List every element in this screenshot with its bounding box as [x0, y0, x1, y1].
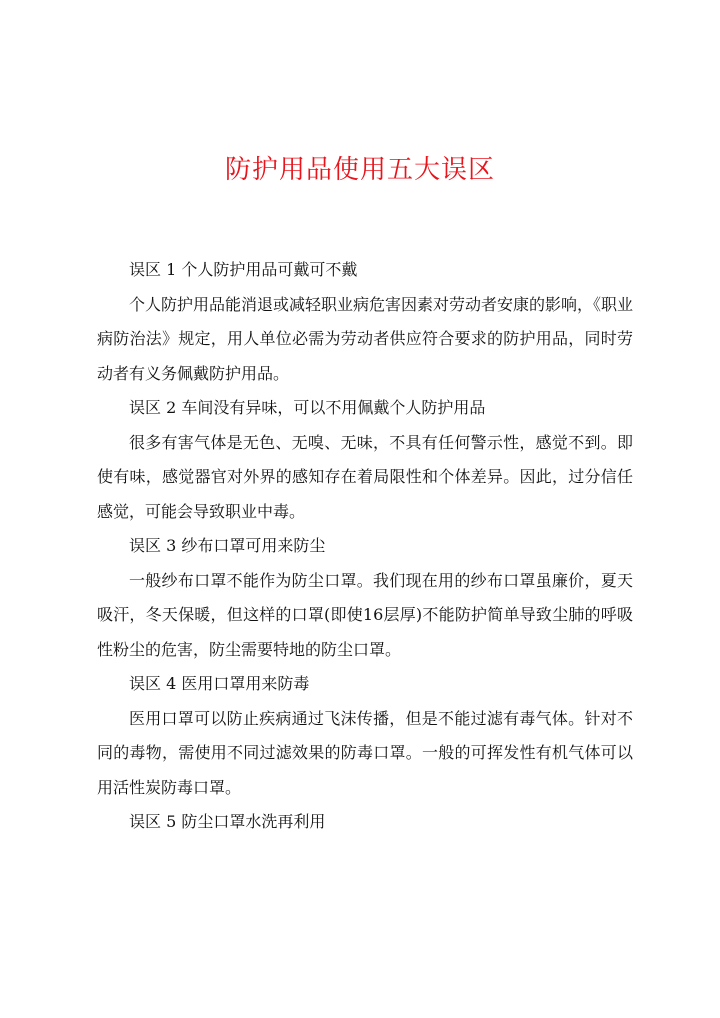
section-heading-4: 误区 4 医用口罩用来防毒	[129, 674, 310, 693]
section-body-2: 很多有害气体是无色、无嗅、无味，不具有任何警示性，感觉不到。即使有味，感觉器官对外界的感知存在着局限性和个体差异。因此，过分信任感觉，可能会导致职业中毒。	[97, 432, 633, 521]
section-body-3: 一般纱布口罩不能作为防尘口罩。我们现在用的纱布口罩虽廉价，夏天吸汗，冬天保暖，但这样的口罩(即使16层厚)不能防护简单导致尘肺的呼吸性粉尘的危害，防尘需要特地的防尘口罩。	[97, 570, 633, 659]
section-body-1: 个人防护用品能消退或减轻职业病危害因素对劳动者安康的影响，《职业病防治法》规定，用人单位必需为劳动者供应符合要求的防护用品，同时劳动者有义务佩戴防护用品。	[97, 294, 634, 383]
section-body-4: 医用口罩可以防止疾病通过飞沫传播，但是不能过滤有毒气体。针对不同的毒物，需使用不同过滤效果的防毒口罩。一般的可挥发性有机气体可以用活性炭防毒口罩。	[97, 708, 633, 797]
section-heading-5: 误区 5 防尘口罩水洗再利用	[129, 812, 326, 831]
section-heading-2: 误区 2 车间没有异味，可以不用佩戴个人防护用品	[129, 398, 486, 417]
section-heading-3: 误区 3 纱布口罩可用来防尘	[129, 536, 326, 555]
document-title: 防护用品使用五大误区	[224, 155, 495, 185]
section-heading-1: 误区 1 个人防护用品可戴可不戴	[129, 260, 358, 279]
document-content	[97, 253, 633, 840]
